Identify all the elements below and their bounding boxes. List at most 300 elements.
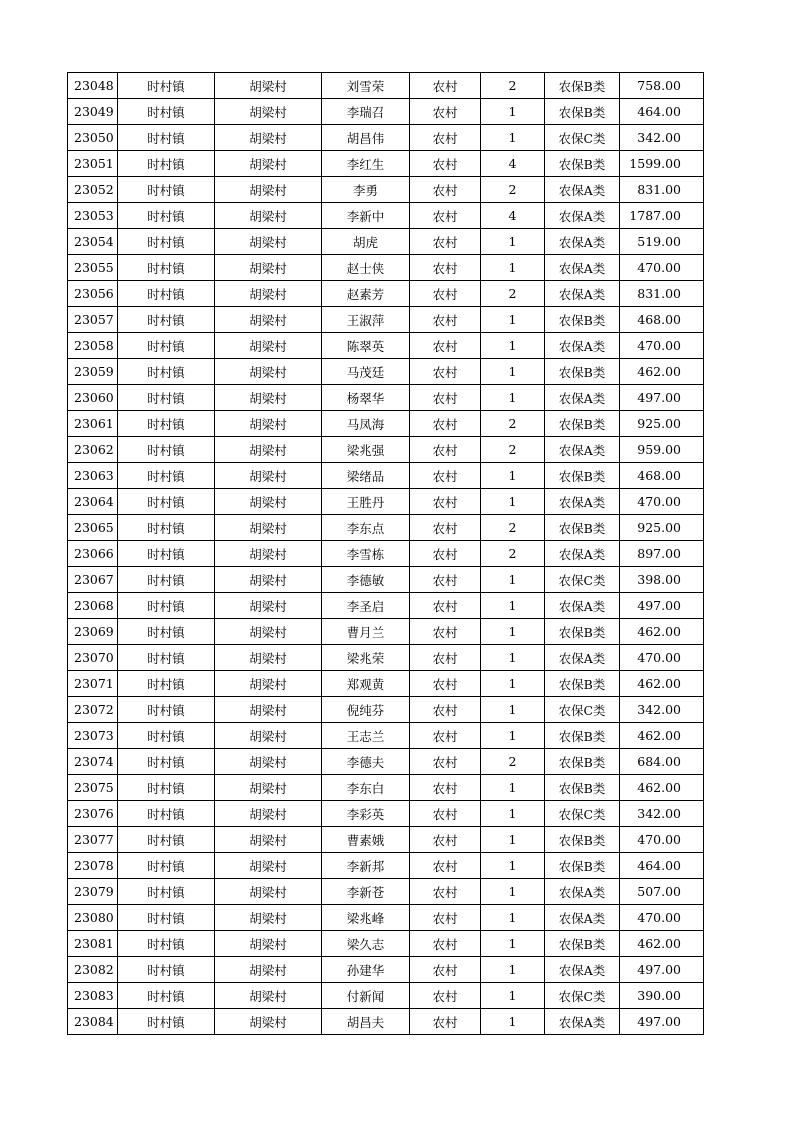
cell-village: 胡梁村 xyxy=(215,645,322,671)
cell-town: 时村镇 xyxy=(118,697,215,723)
cell-town: 时村镇 xyxy=(118,983,215,1009)
cell-town: 时村镇 xyxy=(118,671,215,697)
cell-village: 胡梁村 xyxy=(215,515,322,541)
cell-amount: 897.00 xyxy=(620,541,704,567)
cell-insurance-category: 农保A类 xyxy=(545,541,620,567)
cell-insurance-category: 农保B类 xyxy=(545,151,620,177)
cell-village: 胡梁村 xyxy=(215,177,322,203)
cell-household-count: 1 xyxy=(481,99,545,125)
cell-town: 时村镇 xyxy=(118,333,215,359)
cell-insurance-category: 农保B类 xyxy=(545,827,620,853)
cell-area-type: 农村 xyxy=(410,99,481,125)
cell-village: 胡梁村 xyxy=(215,957,322,983)
cell-village: 胡梁村 xyxy=(215,151,322,177)
cell-area-type: 农村 xyxy=(410,281,481,307)
cell-person-name: 梁绪品 xyxy=(322,463,410,489)
cell-amount: 497.00 xyxy=(620,593,704,619)
table-row xyxy=(68,99,704,125)
cell-village: 胡梁村 xyxy=(215,281,322,307)
table-row xyxy=(68,515,704,541)
cell-person-name: 李圣启 xyxy=(322,593,410,619)
cell-amount: 462.00 xyxy=(620,931,704,957)
cell-insurance-category: 农保A类 xyxy=(545,593,620,619)
cell-household-count: 2 xyxy=(481,411,545,437)
table-row xyxy=(68,489,704,515)
cell-amount: 462.00 xyxy=(620,723,704,749)
cell-person-name: 李新中 xyxy=(322,203,410,229)
cell-person-name: 梁兆峰 xyxy=(322,905,410,931)
cell-insurance-category: 农保B类 xyxy=(545,411,620,437)
cell-serial-number: 23074 xyxy=(68,749,118,775)
cell-village: 胡梁村 xyxy=(215,255,322,281)
cell-serial-number: 23067 xyxy=(68,567,118,593)
cell-insurance-category: 农保B类 xyxy=(545,619,620,645)
table-row xyxy=(68,463,704,489)
cell-village: 胡梁村 xyxy=(215,229,322,255)
cell-amount: 684.00 xyxy=(620,749,704,775)
cell-household-count: 1 xyxy=(481,593,545,619)
cell-amount: 342.00 xyxy=(620,801,704,827)
table-row xyxy=(68,645,704,671)
cell-amount: 507.00 xyxy=(620,879,704,905)
table-row xyxy=(68,359,704,385)
cell-serial-number: 23066 xyxy=(68,541,118,567)
table-row xyxy=(68,437,704,463)
cell-person-name: 李东点 xyxy=(322,515,410,541)
cell-household-count: 1 xyxy=(481,1009,545,1035)
cell-town: 时村镇 xyxy=(118,307,215,333)
cell-town: 时村镇 xyxy=(118,879,215,905)
cell-insurance-category: 农保A类 xyxy=(545,229,620,255)
cell-serial-number: 23078 xyxy=(68,853,118,879)
cell-serial-number: 23073 xyxy=(68,723,118,749)
cell-area-type: 农村 xyxy=(410,749,481,775)
cell-insurance-category: 农保B类 xyxy=(545,463,620,489)
cell-town: 时村镇 xyxy=(118,281,215,307)
table-row xyxy=(68,125,704,151)
cell-village: 胡梁村 xyxy=(215,437,322,463)
cell-town: 时村镇 xyxy=(118,125,215,151)
cell-area-type: 农村 xyxy=(410,567,481,593)
cell-area-type: 农村 xyxy=(410,437,481,463)
cell-area-type: 农村 xyxy=(410,333,481,359)
cell-village: 胡梁村 xyxy=(215,1009,322,1035)
cell-amount: 925.00 xyxy=(620,515,704,541)
cell-insurance-category: 农保B类 xyxy=(545,723,620,749)
cell-person-name: 马凤海 xyxy=(322,411,410,437)
cell-village: 胡梁村 xyxy=(215,203,322,229)
cell-person-name: 陈翠英 xyxy=(322,333,410,359)
table-row xyxy=(68,671,704,697)
cell-area-type: 农村 xyxy=(410,593,481,619)
cell-village: 胡梁村 xyxy=(215,879,322,905)
cell-insurance-category: 农保A类 xyxy=(545,905,620,931)
cell-amount: 462.00 xyxy=(620,671,704,697)
cell-area-type: 农村 xyxy=(410,255,481,281)
cell-area-type: 农村 xyxy=(410,905,481,931)
cell-household-count: 2 xyxy=(481,73,545,99)
cell-area-type: 农村 xyxy=(410,125,481,151)
cell-town: 时村镇 xyxy=(118,827,215,853)
cell-insurance-category: 农保B类 xyxy=(545,515,620,541)
cell-village: 胡梁村 xyxy=(215,489,322,515)
cell-insurance-category: 农保B类 xyxy=(545,671,620,697)
cell-household-count: 1 xyxy=(481,775,545,801)
cell-person-name: 李新苍 xyxy=(322,879,410,905)
cell-area-type: 农村 xyxy=(410,983,481,1009)
cell-household-count: 2 xyxy=(481,515,545,541)
cell-serial-number: 23065 xyxy=(68,515,118,541)
cell-serial-number: 23049 xyxy=(68,99,118,125)
cell-amount: 470.00 xyxy=(620,255,704,281)
cell-serial-number: 23070 xyxy=(68,645,118,671)
table-row xyxy=(68,775,704,801)
cell-household-count: 1 xyxy=(481,125,545,151)
cell-insurance-category: 农保A类 xyxy=(545,879,620,905)
table-row xyxy=(68,203,704,229)
cell-insurance-category: 农保C类 xyxy=(545,801,620,827)
cell-town: 时村镇 xyxy=(118,229,215,255)
cell-amount: 398.00 xyxy=(620,567,704,593)
cell-town: 时村镇 xyxy=(118,73,215,99)
cell-village: 胡梁村 xyxy=(215,853,322,879)
cell-person-name: 王志兰 xyxy=(322,723,410,749)
table-row xyxy=(68,567,704,593)
cell-person-name: 付新闻 xyxy=(322,983,410,1009)
cell-serial-number: 23079 xyxy=(68,879,118,905)
table-body xyxy=(68,73,704,1035)
table-row xyxy=(68,151,704,177)
cell-serial-number: 23061 xyxy=(68,411,118,437)
table-row xyxy=(68,827,704,853)
cell-village: 胡梁村 xyxy=(215,697,322,723)
cell-person-name: 胡昌伟 xyxy=(322,125,410,151)
cell-insurance-category: 农保A类 xyxy=(545,385,620,411)
cell-town: 时村镇 xyxy=(118,801,215,827)
cell-household-count: 1 xyxy=(481,333,545,359)
cell-village: 胡梁村 xyxy=(215,749,322,775)
table-row xyxy=(68,593,704,619)
cell-village: 胡梁村 xyxy=(215,567,322,593)
cell-amount: 497.00 xyxy=(620,957,704,983)
cell-serial-number: 23083 xyxy=(68,983,118,1009)
cell-area-type: 农村 xyxy=(410,697,481,723)
cell-household-count: 1 xyxy=(481,359,545,385)
cell-insurance-category: 农保B类 xyxy=(545,359,620,385)
cell-area-type: 农村 xyxy=(410,229,481,255)
cell-person-name: 马茂廷 xyxy=(322,359,410,385)
cell-household-count: 2 xyxy=(481,281,545,307)
cell-person-name: 李红生 xyxy=(322,151,410,177)
cell-household-count: 1 xyxy=(481,229,545,255)
cell-amount: 464.00 xyxy=(620,99,704,125)
cell-area-type: 农村 xyxy=(410,203,481,229)
cell-serial-number: 23057 xyxy=(68,307,118,333)
cell-amount: 342.00 xyxy=(620,697,704,723)
table-row xyxy=(68,983,704,1009)
cell-village: 胡梁村 xyxy=(215,411,322,437)
cell-household-count: 2 xyxy=(481,541,545,567)
cell-insurance-category: 农保C类 xyxy=(545,983,620,1009)
table-row xyxy=(68,1009,704,1035)
table-row xyxy=(68,73,704,99)
table-row xyxy=(68,541,704,567)
cell-area-type: 农村 xyxy=(410,879,481,905)
cell-town: 时村镇 xyxy=(118,99,215,125)
cell-person-name: 赵士侠 xyxy=(322,255,410,281)
cell-serial-number: 23071 xyxy=(68,671,118,697)
cell-insurance-category: 农保A类 xyxy=(545,1009,620,1035)
cell-amount: 831.00 xyxy=(620,281,704,307)
cell-insurance-category: 农保B类 xyxy=(545,749,620,775)
cell-town: 时村镇 xyxy=(118,359,215,385)
cell-serial-number: 23081 xyxy=(68,931,118,957)
cell-area-type: 农村 xyxy=(410,801,481,827)
cell-person-name: 胡虎 xyxy=(322,229,410,255)
cell-serial-number: 23068 xyxy=(68,593,118,619)
table-row xyxy=(68,619,704,645)
cell-area-type: 农村 xyxy=(410,151,481,177)
cell-person-name: 李雪栋 xyxy=(322,541,410,567)
cell-town: 时村镇 xyxy=(118,255,215,281)
cell-area-type: 农村 xyxy=(410,515,481,541)
cell-household-count: 2 xyxy=(481,177,545,203)
cell-area-type: 农村 xyxy=(410,1009,481,1035)
cell-amount: 470.00 xyxy=(620,905,704,931)
cell-serial-number: 23080 xyxy=(68,905,118,931)
cell-village: 胡梁村 xyxy=(215,723,322,749)
cell-village: 胡梁村 xyxy=(215,125,322,151)
cell-person-name: 胡昌夫 xyxy=(322,1009,410,1035)
cell-insurance-category: 农保B类 xyxy=(545,931,620,957)
cell-village: 胡梁村 xyxy=(215,307,322,333)
cell-village: 胡梁村 xyxy=(215,463,322,489)
cell-household-count: 1 xyxy=(481,645,545,671)
cell-village: 胡梁村 xyxy=(215,541,322,567)
cell-person-name: 曹素娥 xyxy=(322,827,410,853)
cell-person-name: 倪纯芬 xyxy=(322,697,410,723)
cell-town: 时村镇 xyxy=(118,1009,215,1035)
cell-serial-number: 23076 xyxy=(68,801,118,827)
cell-insurance-category: 农保A类 xyxy=(545,203,620,229)
cell-person-name: 李德敏 xyxy=(322,567,410,593)
cell-amount: 470.00 xyxy=(620,489,704,515)
cell-household-count: 2 xyxy=(481,749,545,775)
cell-insurance-category: 农保A类 xyxy=(545,255,620,281)
cell-town: 时村镇 xyxy=(118,411,215,437)
cell-household-count: 1 xyxy=(481,619,545,645)
cell-household-count: 1 xyxy=(481,307,545,333)
data-table xyxy=(67,72,704,1035)
cell-amount: 497.00 xyxy=(620,1009,704,1035)
cell-area-type: 农村 xyxy=(410,489,481,515)
table-row xyxy=(68,411,704,437)
cell-area-type: 农村 xyxy=(410,853,481,879)
cell-town: 时村镇 xyxy=(118,203,215,229)
cell-household-count: 4 xyxy=(481,151,545,177)
cell-insurance-category: 农保B类 xyxy=(545,307,620,333)
cell-amount: 470.00 xyxy=(620,827,704,853)
cell-area-type: 农村 xyxy=(410,385,481,411)
cell-household-count: 1 xyxy=(481,957,545,983)
cell-insurance-category: 农保C类 xyxy=(545,567,620,593)
cell-village: 胡梁村 xyxy=(215,827,322,853)
table-row xyxy=(68,853,704,879)
cell-serial-number: 23072 xyxy=(68,697,118,723)
cell-serial-number: 23056 xyxy=(68,281,118,307)
table-row xyxy=(68,385,704,411)
table-row xyxy=(68,905,704,931)
table-row xyxy=(68,281,704,307)
cell-household-count: 1 xyxy=(481,671,545,697)
cell-insurance-category: 农保A类 xyxy=(545,489,620,515)
cell-serial-number: 23052 xyxy=(68,177,118,203)
cell-serial-number: 23050 xyxy=(68,125,118,151)
table-row xyxy=(68,307,704,333)
cell-amount: 342.00 xyxy=(620,125,704,151)
cell-serial-number: 23063 xyxy=(68,463,118,489)
table-row xyxy=(68,229,704,255)
cell-town: 时村镇 xyxy=(118,515,215,541)
cell-village: 胡梁村 xyxy=(215,983,322,1009)
cell-village: 胡梁村 xyxy=(215,333,322,359)
table-row xyxy=(68,879,704,905)
cell-household-count: 1 xyxy=(481,385,545,411)
cell-person-name: 王淑萍 xyxy=(322,307,410,333)
cell-insurance-category: 农保A类 xyxy=(545,437,620,463)
cell-person-name: 李德夫 xyxy=(322,749,410,775)
cell-town: 时村镇 xyxy=(118,151,215,177)
cell-town: 时村镇 xyxy=(118,463,215,489)
cell-amount: 470.00 xyxy=(620,645,704,671)
cell-village: 胡梁村 xyxy=(215,99,322,125)
cell-person-name: 刘雪荣 xyxy=(322,73,410,99)
cell-person-name: 孙建华 xyxy=(322,957,410,983)
cell-town: 时村镇 xyxy=(118,619,215,645)
table-row xyxy=(68,801,704,827)
cell-town: 时村镇 xyxy=(118,723,215,749)
cell-household-count: 1 xyxy=(481,463,545,489)
cell-household-count: 1 xyxy=(481,489,545,515)
cell-amount: 831.00 xyxy=(620,177,704,203)
cell-household-count: 1 xyxy=(481,983,545,1009)
cell-insurance-category: 农保B类 xyxy=(545,73,620,99)
cell-household-count: 1 xyxy=(481,697,545,723)
cell-person-name: 李瑞召 xyxy=(322,99,410,125)
cell-town: 时村镇 xyxy=(118,853,215,879)
cell-insurance-category: 农保A类 xyxy=(545,957,620,983)
cell-serial-number: 23058 xyxy=(68,333,118,359)
table-row xyxy=(68,697,704,723)
cell-amount: 390.00 xyxy=(620,983,704,1009)
cell-area-type: 农村 xyxy=(410,827,481,853)
cell-insurance-category: 农保B类 xyxy=(545,775,620,801)
cell-person-name: 李彩英 xyxy=(322,801,410,827)
cell-town: 时村镇 xyxy=(118,385,215,411)
cell-amount: 1599.00 xyxy=(620,151,704,177)
cell-village: 胡梁村 xyxy=(215,385,322,411)
cell-village: 胡梁村 xyxy=(215,619,322,645)
cell-amount: 470.00 xyxy=(620,333,704,359)
cell-area-type: 农村 xyxy=(410,177,481,203)
cell-insurance-category: 农保A类 xyxy=(545,177,620,203)
cell-town: 时村镇 xyxy=(118,931,215,957)
cell-serial-number: 23054 xyxy=(68,229,118,255)
cell-village: 胡梁村 xyxy=(215,931,322,957)
cell-area-type: 农村 xyxy=(410,671,481,697)
cell-household-count: 1 xyxy=(481,255,545,281)
cell-serial-number: 23075 xyxy=(68,775,118,801)
cell-person-name: 赵素芳 xyxy=(322,281,410,307)
cell-insurance-category: 农保A类 xyxy=(545,333,620,359)
cell-amount: 519.00 xyxy=(620,229,704,255)
cell-area-type: 农村 xyxy=(410,411,481,437)
cell-town: 时村镇 xyxy=(118,905,215,931)
cell-person-name: 梁久志 xyxy=(322,931,410,957)
cell-area-type: 农村 xyxy=(410,775,481,801)
cell-serial-number: 23053 xyxy=(68,203,118,229)
cell-amount: 462.00 xyxy=(620,359,704,385)
cell-amount: 464.00 xyxy=(620,853,704,879)
cell-amount: 468.00 xyxy=(620,307,704,333)
cell-town: 时村镇 xyxy=(118,775,215,801)
cell-person-name: 梁兆强 xyxy=(322,437,410,463)
cell-amount: 959.00 xyxy=(620,437,704,463)
cell-town: 时村镇 xyxy=(118,177,215,203)
table-row xyxy=(68,255,704,281)
cell-amount: 758.00 xyxy=(620,73,704,99)
cell-village: 胡梁村 xyxy=(215,801,322,827)
cell-town: 时村镇 xyxy=(118,749,215,775)
cell-insurance-category: 农保B类 xyxy=(545,99,620,125)
cell-insurance-category: 农保B类 xyxy=(545,853,620,879)
cell-serial-number: 23055 xyxy=(68,255,118,281)
cell-household-count: 1 xyxy=(481,931,545,957)
cell-person-name: 李勇 xyxy=(322,177,410,203)
cell-amount: 462.00 xyxy=(620,619,704,645)
cell-area-type: 农村 xyxy=(410,645,481,671)
cell-town: 时村镇 xyxy=(118,645,215,671)
cell-area-type: 农村 xyxy=(410,619,481,645)
cell-person-name: 李新邦 xyxy=(322,853,410,879)
cell-household-count: 1 xyxy=(481,853,545,879)
table-row xyxy=(68,957,704,983)
cell-amount: 468.00 xyxy=(620,463,704,489)
cell-amount: 497.00 xyxy=(620,385,704,411)
cell-village: 胡梁村 xyxy=(215,593,322,619)
cell-area-type: 农村 xyxy=(410,931,481,957)
cell-household-count: 1 xyxy=(481,801,545,827)
cell-village: 胡梁村 xyxy=(215,775,322,801)
cell-household-count: 1 xyxy=(481,905,545,931)
table-row xyxy=(68,931,704,957)
cell-person-name: 曹月兰 xyxy=(322,619,410,645)
cell-insurance-category: 农保C类 xyxy=(545,697,620,723)
cell-household-count: 1 xyxy=(481,827,545,853)
cell-person-name: 郑观黄 xyxy=(322,671,410,697)
cell-serial-number: 23062 xyxy=(68,437,118,463)
cell-serial-number: 23048 xyxy=(68,73,118,99)
table-row xyxy=(68,749,704,775)
cell-person-name: 李东白 xyxy=(322,775,410,801)
cell-village: 胡梁村 xyxy=(215,73,322,99)
cell-household-count: 1 xyxy=(481,879,545,905)
cell-area-type: 农村 xyxy=(410,463,481,489)
cell-household-count: 2 xyxy=(481,437,545,463)
cell-amount: 462.00 xyxy=(620,775,704,801)
cell-village: 胡梁村 xyxy=(215,905,322,931)
cell-serial-number: 23069 xyxy=(68,619,118,645)
